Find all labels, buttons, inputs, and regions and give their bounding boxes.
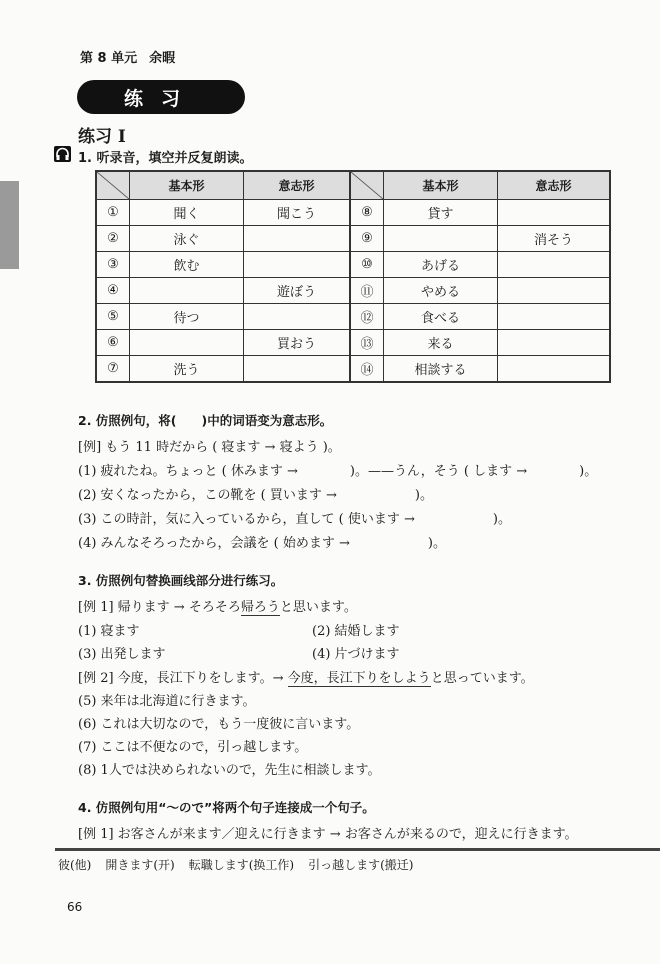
vocabulary-list (58, 856, 414, 873)
basic-form-cell: 聞く (130, 200, 244, 226)
col-header-basic: 基本形 (384, 171, 498, 200)
q3-item: (7) ここは不便なので，引っ越します。 (78, 740, 308, 755)
volitional-form-cell[interactable]: 聞こう (244, 200, 351, 226)
volitional-form-cell[interactable] (498, 278, 611, 304)
q3-item: (1) 寝ます (78, 624, 140, 639)
basic-form-cell: 食べる (384, 304, 498, 330)
col-header-volitional: 意志形 (498, 171, 611, 200)
headphone-icon[interactable] (54, 146, 71, 162)
row-number: ⑨ (350, 226, 384, 252)
volitional-form-cell[interactable] (244, 252, 351, 278)
side-tab-marker (0, 181, 19, 269)
table-header-row (96, 171, 610, 200)
vocab-item: 転職します(换工作) (188, 858, 295, 872)
vocab-divider (55, 848, 660, 851)
basic-form-cell: 洗う (130, 356, 244, 383)
section-banner (77, 80, 245, 114)
q4-instruction: 4. 仿照例句用“～ので”将两个句子连接成一个句子。 (78, 800, 375, 815)
q3-item: (4) 片づけます (312, 647, 400, 662)
volitional-form-cell[interactable] (244, 226, 351, 252)
q3-example-1 (78, 596, 357, 615)
table-row (96, 356, 610, 383)
table-row (96, 226, 610, 252)
basic-form-cell[interactable] (130, 278, 244, 304)
volitional-form-cell[interactable] (244, 356, 351, 383)
q3-item: (8) 1人では決められないので，先生に相談します。 (78, 763, 381, 778)
q2-item: (3) この時計，気に入っているから，直して ( 使います → )。 (78, 512, 511, 527)
underlined-part: 帰ろう (240, 600, 280, 615)
row-number: ③ (96, 252, 130, 278)
vocab-item: 彼(他) (58, 858, 92, 872)
row-number: ④ (96, 278, 130, 304)
q3-item: (3) 出発します (78, 647, 166, 662)
row-number: ⑧ (350, 200, 384, 226)
q3-example-2 (78, 667, 534, 686)
volitional-form-cell[interactable] (498, 200, 611, 226)
volitional-form-cell: 買おう (244, 330, 351, 356)
volitional-form-cell[interactable] (498, 252, 611, 278)
basic-form-cell: あげる (384, 252, 498, 278)
row-number: ⑫ (350, 304, 384, 330)
row-number: ⑭ (350, 356, 384, 383)
row-number: ⑩ (350, 252, 384, 278)
vocab-item: 開きます(开) (105, 858, 175, 872)
q3-item: (5) 来年は北海道に行きます。 (78, 694, 256, 709)
q3-item: (2) 結婚します (312, 624, 400, 639)
basic-form-cell: やめる (384, 278, 498, 304)
unit-title: 余暇 (149, 51, 176, 66)
example-text: と思います。 (279, 600, 357, 615)
q3-instruction: 3. 仿照例句替换画线部分进行练习。 (78, 573, 284, 588)
basic-form-cell: 相談する (384, 356, 498, 383)
q1-instruction: 1. 听录音，填空并反复朗读。 (78, 151, 253, 166)
row-number: ① (96, 200, 130, 226)
row-number: ⑤ (96, 304, 130, 330)
row-number: ⑬ (350, 330, 384, 356)
col-header-basic: 基本形 (130, 171, 244, 200)
q2-example: [例] もう 11 時だから ( 寝ます → 寝よう )。 (78, 440, 341, 455)
page-number: 66 (67, 900, 83, 914)
q2-item: (4) みんなそろったから，会議を ( 始めます → )。 (78, 536, 446, 551)
q2-item: (2) 安くなったから，この靴を ( 買います → )。 (78, 488, 433, 503)
banner-title: 练习 (123, 87, 198, 110)
exercise-title: 练习 I (78, 127, 126, 147)
row-number: ② (96, 226, 130, 252)
basic-form-cell[interactable] (130, 330, 244, 356)
volitional-form-cell[interactable] (498, 304, 611, 330)
table-row (96, 278, 610, 304)
verb-form-table (95, 170, 611, 383)
q2-item: (1) 疲れたね。ちょっと ( 休みます → )。——うん，そう ( します → )。 (78, 464, 598, 479)
row-number: ⑦ (96, 356, 130, 383)
diagonal-header-cell (96, 171, 130, 200)
volitional-form-cell[interactable] (498, 356, 611, 383)
volitional-form-cell[interactable] (244, 304, 351, 330)
basic-form-cell: 泳ぐ (130, 226, 244, 252)
basic-form-cell[interactable] (384, 226, 498, 252)
basic-form-cell: 貸す (384, 200, 498, 226)
basic-form-cell: 待つ (130, 304, 244, 330)
col-header-volitional: 意志形 (244, 171, 351, 200)
volitional-form-cell[interactable] (498, 330, 611, 356)
table-row (96, 304, 610, 330)
underlined-part: 今度，長江下りをしよう (287, 671, 431, 686)
example-text: と思っています。 (430, 671, 534, 686)
volitional-form-cell: 遊ぼう (244, 278, 351, 304)
unit-header (80, 47, 175, 66)
table-row (96, 330, 610, 356)
diagonal-header-cell (350, 171, 384, 200)
table-row (96, 252, 610, 278)
q2-instruction: 2. 仿照例句，将( )中的词语变为意志形。 (78, 413, 333, 428)
basic-form-cell: 来る (384, 330, 498, 356)
q4-example: [例 1] お客さんが来ます／迎えに行きます → お客さんが来るので，迎えに行きます。 (78, 827, 578, 842)
example-text: [例 2] 今度，長江下りをします。→ (78, 671, 288, 686)
example-text: [例 1] 帰ります → そろそろ (78, 600, 241, 615)
unit-number: 第 8 单元 (80, 51, 138, 66)
q3-item: (6) これは大切なので，もう一度彼に言います。 (78, 717, 360, 732)
volitional-form-cell: 消そう (498, 226, 611, 252)
table-row (96, 200, 610, 226)
row-number: ⑪ (350, 278, 384, 304)
vocab-item: 引っ越します(搬迁) (308, 858, 414, 872)
row-number: ⑥ (96, 330, 130, 356)
basic-form-cell: 飲む (130, 252, 244, 278)
